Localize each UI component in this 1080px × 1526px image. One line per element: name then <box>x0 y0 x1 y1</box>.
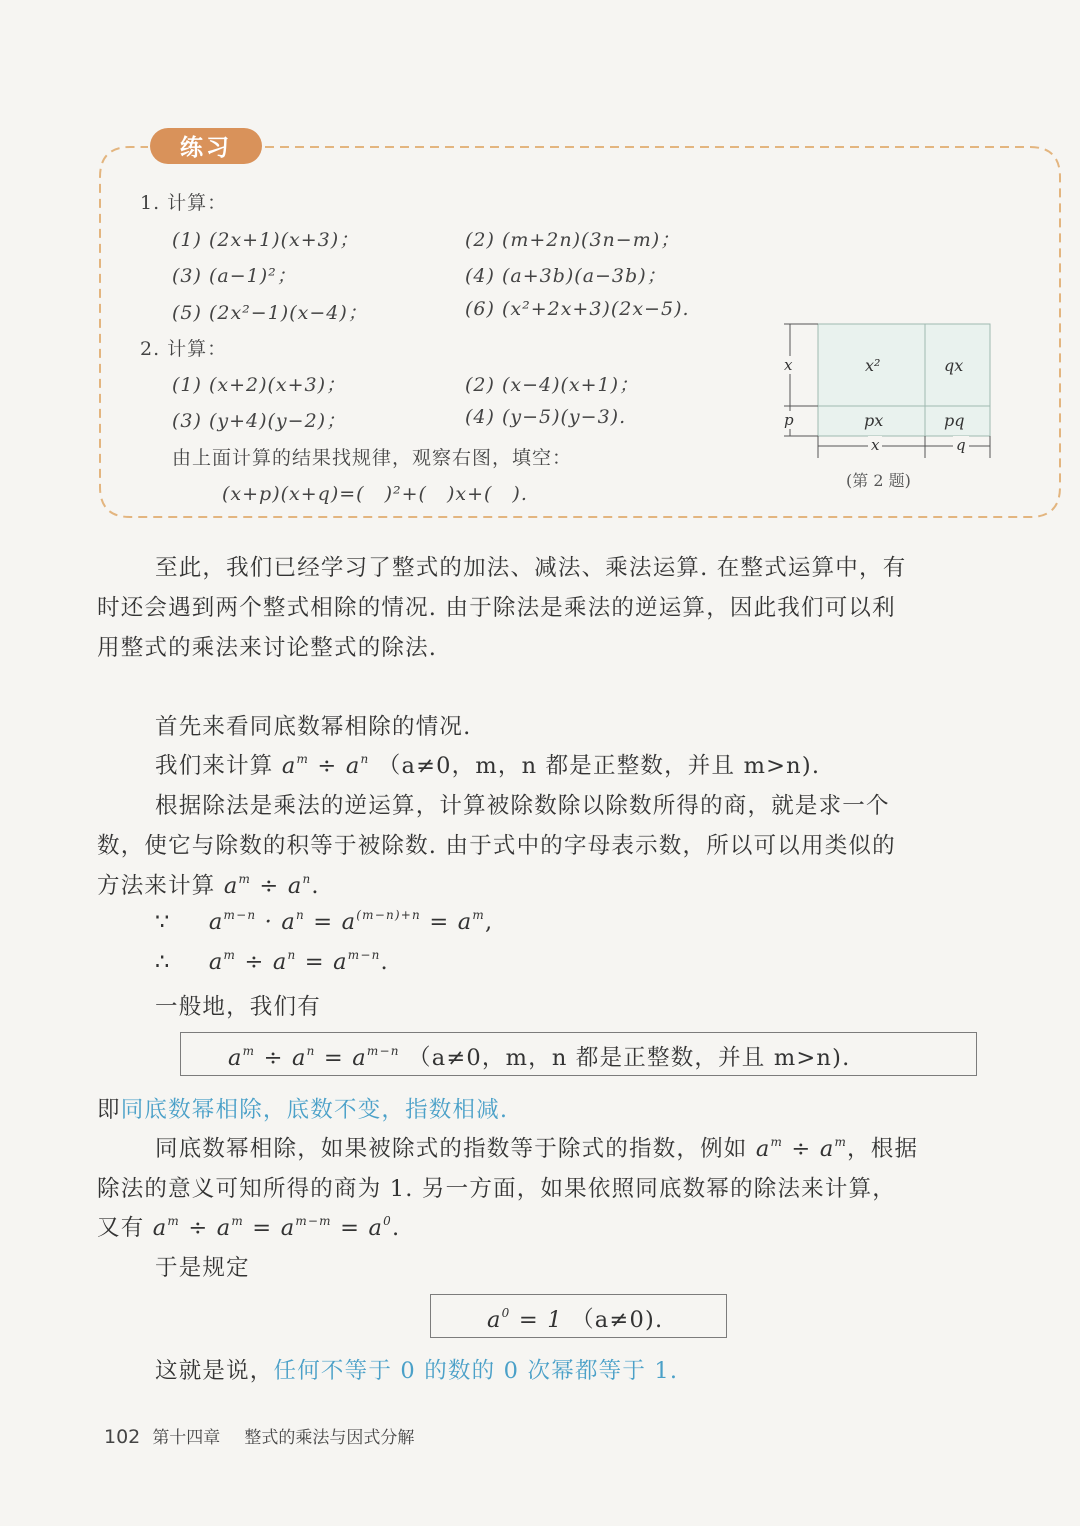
q1-label: 1. 计算： <box>140 192 228 214</box>
para2: 首先来看同底数幂相除的情况. <box>155 714 472 740</box>
figure-side-x: x <box>784 356 793 374</box>
define-line: 于是规定 <box>155 1255 250 1281</box>
q2-item-3: (3) (y+4)(y−2)； <box>172 410 347 432</box>
therefore-line: ∴ $a^m \div a^n = a^{m-n}$. <box>155 948 389 975</box>
q1-item-1: (1) (2x+1)(x+3)； <box>172 229 360 251</box>
figure-cell-px: px <box>864 411 884 430</box>
q1-item-5: (5) (2x²−1)(x−4)； <box>172 302 368 324</box>
page-number: 102 <box>104 1426 141 1448</box>
figure-bottom-q: q <box>953 436 969 454</box>
figure-caption: (第 2 题) <box>846 471 911 490</box>
para4-line2: 数，使它与除数的积等于被除数. 由于式中的字母表示数，所以可以用类似的 <box>97 833 896 859</box>
q1-item-3: (3) (a−1)²； <box>172 265 297 287</box>
para5-line1: 同底数幂相除，如果被除式的指数等于除式的指数，例如 $a^m \div a^m$，根据 <box>155 1135 919 1162</box>
q1-item-6: (6) (x²+2x+3)(2x−5). <box>465 298 690 320</box>
conclusion: 这就是说，任何不等于 0 的数的 0 次幂都等于 1. <box>155 1358 679 1384</box>
para5-line2: 除法的意义可知所得的商为 1. 另一方面，如果依照同底数幂的除法来计算， <box>97 1176 896 1202</box>
q1-item-4: (4) (a+3b)(a−3b)； <box>465 265 667 287</box>
figure-cell-x2: x² <box>865 356 881 375</box>
para5-line3: 又有 $a^m \div a^m = a^{m-m} = a^0$. <box>97 1214 401 1241</box>
figure-cell-pq: pq <box>944 411 965 430</box>
para1-line2: 时还会遇到两个整式相除的情况. 由于除法是乘法的逆运算，因此我们可以利 <box>97 595 896 621</box>
page-footer <box>104 1423 414 1448</box>
q2-fill-blank: (x+p)(x+q)=( )²+( )x+( ). <box>222 483 528 505</box>
figure-cell-qx: qx <box>944 356 964 375</box>
rule-formula: $a^m \div a^n = a^{m-n}$ （a≠0，m，n 都是正整数，并且 m>n). <box>228 1044 851 1071</box>
chapter-title: 整式的乘法与因式分解 <box>244 1428 415 1448</box>
para1-line3: 用整式的乘法来讨论整式的除法. <box>97 635 438 661</box>
because-line: ∵ $a^{m-n} \cdot a^n = a^{(m-n)+n} = a^m$, <box>155 908 494 935</box>
figure-bottom-x: x <box>868 436 882 454</box>
general-line: 一般地，我们有 <box>155 994 321 1020</box>
zero-exponent-formula: $a^0 = 1$ （a≠0). <box>487 1306 664 1333</box>
q2-hint: 由上面计算的结果找规律，观察右图，填空： <box>172 447 573 469</box>
rule-statement: 即同底数幂相除，底数不变，指数相减. <box>97 1097 509 1123</box>
para4-line3: 方法来计算 $a^m \div a^n$. <box>97 872 320 899</box>
q2-item-1: (1) (x+2)(x+3)； <box>172 374 347 396</box>
q2-item-4: (4) (y−5)(y−3). <box>465 406 627 428</box>
exercise-tab-label: 练习 <box>180 135 232 161</box>
para4-line1: 根据除法是乘法的逆运算，计算被除数除以除数所得的商，就是求一个 <box>155 793 890 819</box>
area-figure <box>780 318 1000 493</box>
para1-line1: 至此，我们已经学习了整式的加法、减法、乘法运算. 在整式运算中，有 <box>155 555 907 581</box>
q2-item-2: (2) (x−4)(x+1)； <box>465 374 640 396</box>
q1-item-2: (2) (m+2n)(3n−m)； <box>465 229 681 251</box>
para3: 我们来计算 $a^m \div a^n$ （a≠0，m，n 都是正整数，并且 m>n). <box>155 752 821 779</box>
q2-label: 2. 计算： <box>140 338 228 360</box>
chapter-label: 第十四章 <box>152 1428 221 1448</box>
figure-side-p: p <box>784 411 794 429</box>
